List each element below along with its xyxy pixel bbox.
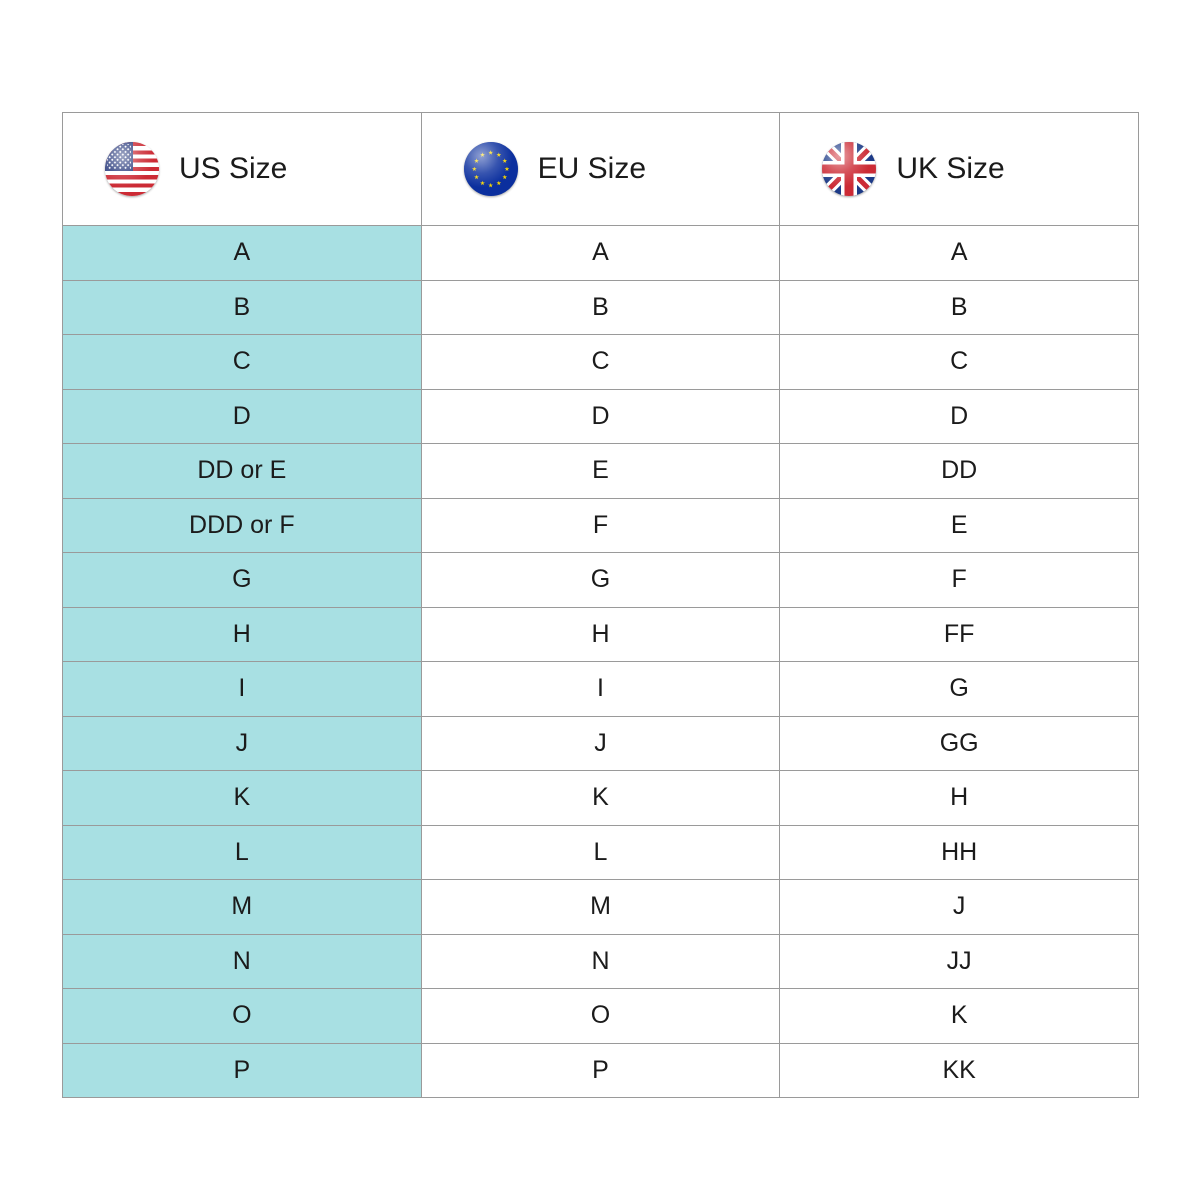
cell-uk: J [780, 880, 1139, 935]
cell-us: K [63, 771, 422, 826]
table-row [63, 1043, 1139, 1098]
cell-uk: F [780, 553, 1139, 608]
header-row [63, 113, 1139, 226]
table-row [63, 716, 1139, 771]
table-row [63, 335, 1139, 390]
cell-uk: FF [780, 607, 1139, 662]
cell-uk: D [780, 389, 1139, 444]
cell-uk: DD [780, 444, 1139, 499]
table-row [63, 880, 1139, 935]
cell-us: D [63, 389, 422, 444]
table-row [63, 498, 1139, 553]
header-label-uk: UK Size [896, 152, 1005, 185]
header-cell-uk [780, 113, 1139, 226]
cell-uk: B [780, 280, 1139, 335]
cell-eu: M [421, 880, 780, 935]
cell-us: DD or E [63, 444, 422, 499]
table-row [63, 553, 1139, 608]
cell-eu: C [421, 335, 780, 390]
cell-us: O [63, 989, 422, 1044]
cell-eu: K [421, 771, 780, 826]
table-row [63, 771, 1139, 826]
cell-uk: G [780, 662, 1139, 717]
cell-uk: E [780, 498, 1139, 553]
header-label-us: US Size [179, 152, 288, 185]
cell-uk: KK [780, 1043, 1139, 1098]
table-row [63, 444, 1139, 499]
cell-eu: I [421, 662, 780, 717]
header-label-eu: EU Size [537, 152, 647, 185]
cell-eu: A [421, 226, 780, 281]
cell-us: G [63, 553, 422, 608]
cell-us: J [63, 716, 422, 771]
cell-us: B [63, 280, 422, 335]
cell-eu: E [421, 444, 780, 499]
uk-flag-icon [822, 142, 876, 196]
size-conversion-table [62, 112, 1139, 1098]
cell-us: L [63, 825, 422, 880]
cell-eu: P [421, 1043, 780, 1098]
cell-uk: HH [780, 825, 1139, 880]
cell-eu: J [421, 716, 780, 771]
cell-uk: A [780, 226, 1139, 281]
cell-eu: B [421, 280, 780, 335]
header-cell-eu [421, 113, 780, 226]
cell-us: N [63, 934, 422, 989]
eu-flag-icon [464, 142, 518, 196]
cell-eu: N [421, 934, 780, 989]
header-cell-us [63, 113, 422, 226]
cell-uk: C [780, 335, 1139, 390]
cell-us: I [63, 662, 422, 717]
cell-uk: GG [780, 716, 1139, 771]
table-row [63, 934, 1139, 989]
table-row [63, 662, 1139, 717]
table-row [63, 280, 1139, 335]
cell-eu: F [421, 498, 780, 553]
cell-uk: K [780, 989, 1139, 1044]
cell-eu: G [421, 553, 780, 608]
cell-uk: H [780, 771, 1139, 826]
cell-eu: L [421, 825, 780, 880]
size-conversion-table-container [62, 112, 1139, 1084]
us-flag-icon [105, 142, 159, 196]
table-header [63, 113, 1139, 226]
cell-us: P [63, 1043, 422, 1098]
table-row [63, 825, 1139, 880]
cell-eu: D [421, 389, 780, 444]
cell-us: M [63, 880, 422, 935]
cell-us: H [63, 607, 422, 662]
cell-eu: H [421, 607, 780, 662]
cell-uk: JJ [780, 934, 1139, 989]
table-row [63, 989, 1139, 1044]
table-row [63, 389, 1139, 444]
cell-us: C [63, 335, 422, 390]
cell-us: DDD or F [63, 498, 422, 553]
cell-eu: O [421, 989, 780, 1044]
table-row [63, 226, 1139, 281]
table-row [63, 607, 1139, 662]
cell-us: A [63, 226, 422, 281]
table-body [63, 226, 1139, 1098]
